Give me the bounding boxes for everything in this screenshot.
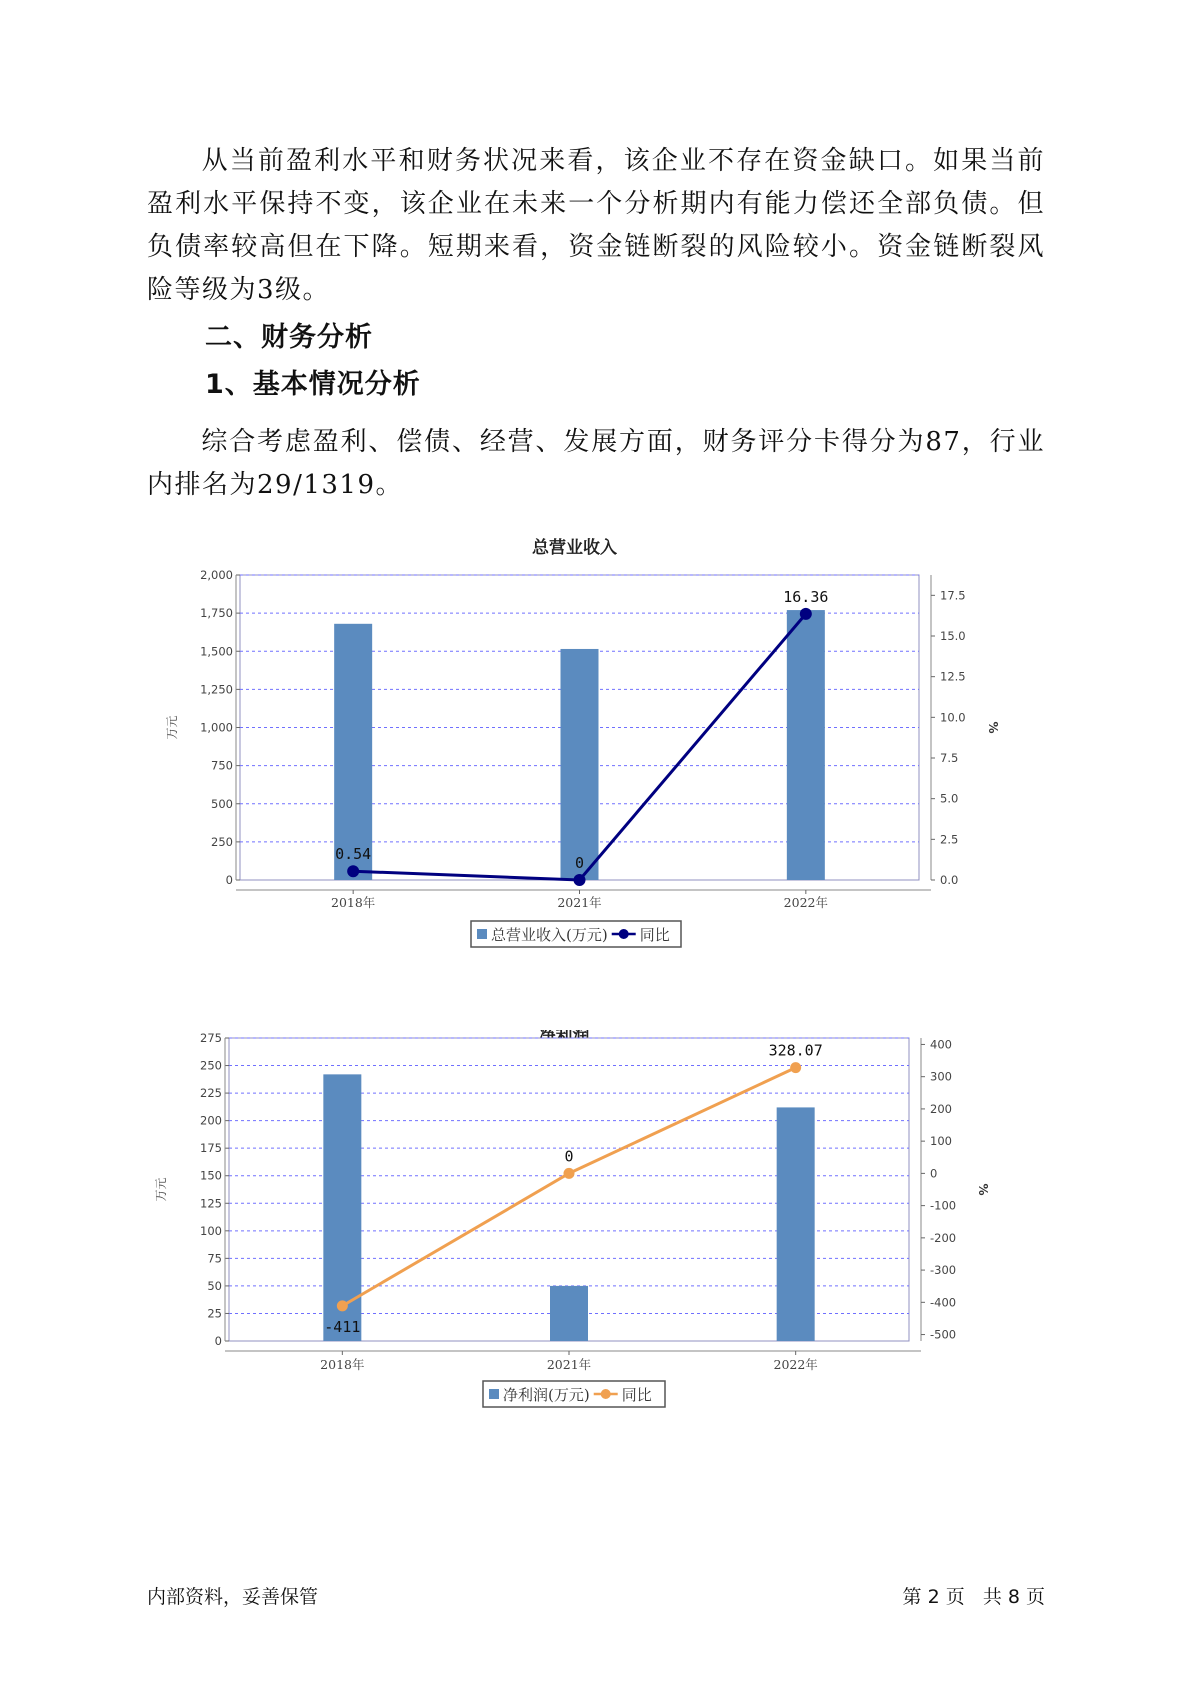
category-label: 2018年 xyxy=(320,1357,365,1372)
yoy-point-1 xyxy=(347,865,359,877)
right-tick-label: 12.5 xyxy=(940,669,966,684)
left-tick-label: 2,000 xyxy=(200,568,233,582)
footer-confidential: 内部资料，妥善保管 xyxy=(147,1586,319,1608)
legend-bar-swatch xyxy=(477,929,487,939)
left-tick-label: 150 xyxy=(200,1168,222,1183)
paragraph-funding-status xyxy=(147,140,1045,312)
right-tick-label: 15.0 xyxy=(940,629,966,643)
chart-legend xyxy=(471,921,681,947)
left-tick-label: 50 xyxy=(207,1278,222,1293)
left-tick-label: 250 xyxy=(200,1058,222,1073)
revenue-chart xyxy=(0,525,1191,1025)
paragraph-scorecard xyxy=(147,421,1045,507)
left-tick-label: 100 xyxy=(200,1223,222,1238)
left-tick-label: 1,750 xyxy=(200,606,233,621)
legend-bar-label: 净利润(万元) xyxy=(503,1386,590,1404)
left-axis-title: 万元 xyxy=(165,715,179,740)
subsection-heading-basic-analysis: 1、基本情况分析 xyxy=(205,369,421,400)
right-axis-title: % xyxy=(976,1183,990,1196)
right-tick-label: 0 xyxy=(930,1166,938,1181)
bar-2 xyxy=(550,1286,588,1341)
category-label: 2022年 xyxy=(773,1357,818,1372)
left-tick-label: 200 xyxy=(200,1113,222,1128)
legend-bar-swatch xyxy=(489,1389,499,1399)
left-tick-label: 275 xyxy=(200,1031,222,1045)
legend-line-marker xyxy=(601,1389,611,1399)
right-tick-label: -100 xyxy=(930,1198,957,1213)
right-tick-label: 0.0 xyxy=(940,873,959,887)
right-tick-label: 5.0 xyxy=(940,791,959,806)
right-tick-label: -200 xyxy=(930,1230,957,1245)
legend-line-label: 同比 xyxy=(639,926,670,944)
left-tick-label: 1,250 xyxy=(200,682,233,697)
left-tick-label: 1,500 xyxy=(200,644,233,659)
bar-3 xyxy=(787,610,825,880)
legend-line-marker xyxy=(619,929,629,939)
yoy-data-label: 0 xyxy=(574,854,585,872)
bar-3 xyxy=(777,1107,815,1341)
category-label: 2018年 xyxy=(331,895,376,910)
right-tick-label: 17.5 xyxy=(940,588,966,603)
chart-title: 总营业收入 xyxy=(532,538,617,558)
yoy-data-label: 0.54 xyxy=(335,845,372,864)
right-axis-title: % xyxy=(986,721,1000,734)
right-tick-label: 200 xyxy=(930,1101,952,1116)
yoy-data-label: 16.36 xyxy=(783,587,829,606)
left-tick-label: 750 xyxy=(211,758,233,773)
right-tick-label: -300 xyxy=(930,1263,957,1278)
paragraph-funding-status-text: 从当前盈利水平和财务状况来看，该企业不存在资金缺口。如果当前盈利水平保持不变，该企业在未来一个分析期内有能力偿还全部负债。但负债率较高但在下降。短期来看，资金链断裂的风险较小。资金链断裂风险等级为3级。 xyxy=(147,146,1045,305)
left-tick-label: 0 xyxy=(225,873,233,887)
category-label: 2022年 xyxy=(783,895,828,910)
category-label: 2021年 xyxy=(546,1357,592,1372)
left-tick-label: 1,000 xyxy=(200,720,233,735)
left-tick-label: 0 xyxy=(214,1334,222,1348)
legend-line-label: 同比 xyxy=(621,1386,652,1404)
yoy-point-1 xyxy=(337,1300,348,1311)
left-tick-label: 250 xyxy=(211,834,233,849)
left-tick-label: 75 xyxy=(207,1251,222,1266)
chart-legend xyxy=(483,1381,665,1407)
right-tick-label: -500 xyxy=(930,1327,957,1342)
section-heading-financial-analysis: 二、财务分析 xyxy=(205,322,373,353)
left-tick-label: 25 xyxy=(207,1306,222,1321)
right-tick-label: 10.0 xyxy=(940,710,966,725)
paragraph-scorecard-text: 综合考虑盈利、偿债、经营、发展方面，财务评分卡得分为87，行业内排名为29/1319。 xyxy=(147,427,1045,500)
left-tick-label: 125 xyxy=(200,1196,222,1211)
yoy-point-2 xyxy=(564,1168,575,1179)
right-tick-label: 100 xyxy=(930,1134,952,1149)
right-tick-label: 2.5 xyxy=(940,832,959,847)
bar-2 xyxy=(561,649,599,880)
left-axis-title: 万元 xyxy=(154,1177,168,1202)
left-tick-label: 225 xyxy=(200,1086,222,1101)
right-tick-label: 400 xyxy=(930,1037,952,1052)
yoy-data-label: -411 xyxy=(324,1317,361,1336)
right-tick-label: 300 xyxy=(930,1069,952,1084)
left-tick-label: 500 xyxy=(211,796,233,811)
bar-1 xyxy=(334,624,372,880)
right-tick-label: -400 xyxy=(930,1295,957,1310)
right-tick-label: 7.5 xyxy=(940,751,959,765)
category-label: 2021年 xyxy=(557,895,602,910)
yoy-point-3 xyxy=(790,1062,801,1073)
yoy-data-label: 0 xyxy=(564,1147,574,1166)
left-tick-label: 175 xyxy=(200,1141,222,1156)
yoy-point-2 xyxy=(574,874,586,886)
legend-bar-label: 总营业收入(万元) xyxy=(491,926,608,944)
yoy-point-3 xyxy=(800,608,812,620)
footer-page-number: 第 2 页 共 8 页 xyxy=(902,1586,1045,1608)
yoy-data-label: 328.07 xyxy=(768,1041,823,1060)
net-profit-chart xyxy=(0,1030,1191,1550)
